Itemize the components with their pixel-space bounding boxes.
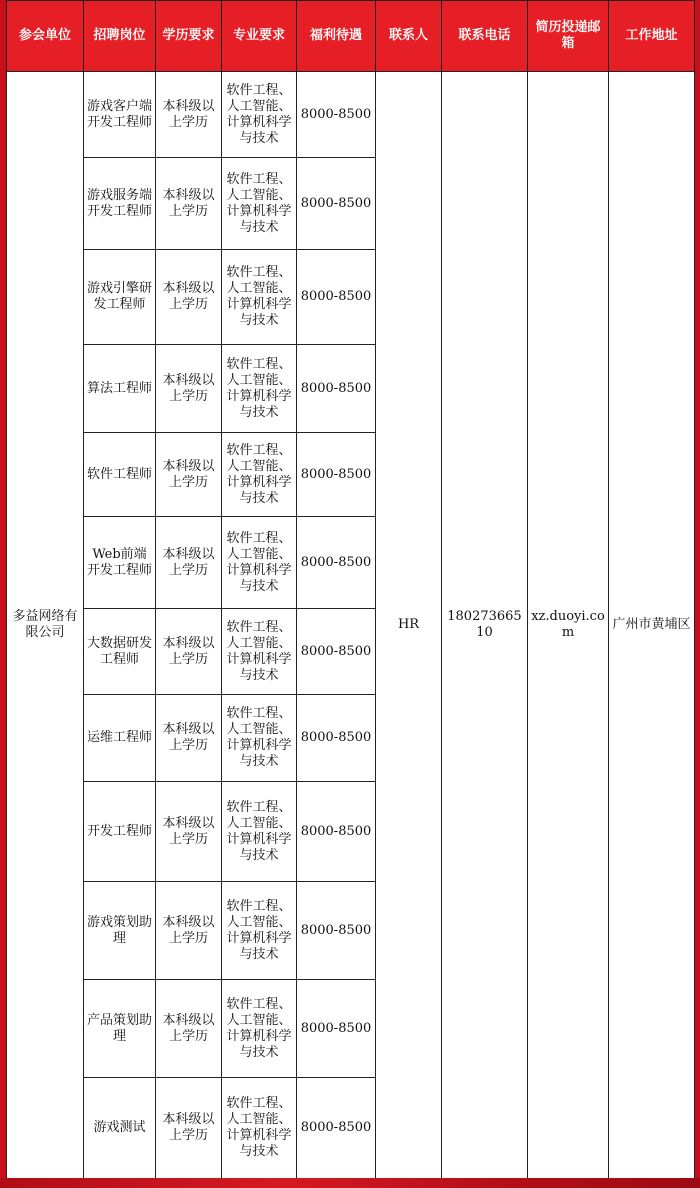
header-phone: 联系电话 xyxy=(442,1,528,72)
job-salary: 8000-8500 xyxy=(297,158,376,250)
job-major: 软件工程、人工智能、计算机科学与技术 xyxy=(222,882,297,980)
job-title: 运维工程师 xyxy=(84,695,156,782)
job-title: 游戏客户端开发工程师 xyxy=(84,72,156,158)
job-salary: 8000-8500 xyxy=(297,882,376,980)
header-email: 简历投递邮箱 xyxy=(528,1,609,72)
contact-phone: 18027366510 xyxy=(442,72,528,1179)
job-salary: 8000-8500 xyxy=(297,980,376,1078)
job-salary: 8000-8500 xyxy=(297,345,376,433)
job-education: 本科级以上学历 xyxy=(156,517,222,609)
job-title: 游戏策划助理 xyxy=(84,882,156,980)
contact-person: HR xyxy=(376,72,442,1179)
job-major: 软件工程、人工智能、计算机科学与技术 xyxy=(222,433,297,517)
job-education: 本科级以上学历 xyxy=(156,72,222,158)
job-salary: 8000-8500 xyxy=(297,517,376,609)
job-education: 本科级以上学历 xyxy=(156,882,222,980)
recruitment-table xyxy=(6,0,695,1179)
header-row xyxy=(7,1,695,72)
resume-email: xz.duoyi.com xyxy=(528,72,609,1179)
job-title: 游戏服务端开发工程师 xyxy=(84,158,156,250)
job-salary: 8000-8500 xyxy=(297,695,376,782)
header-salary: 福利待遇 xyxy=(297,1,376,72)
job-major: 软件工程、人工智能、计算机科学与技术 xyxy=(222,609,297,695)
header-contact: 联系人 xyxy=(376,1,442,72)
job-title: 算法工程师 xyxy=(84,345,156,433)
job-title: Web前端开发工程师 xyxy=(84,517,156,609)
job-education: 本科级以上学历 xyxy=(156,609,222,695)
job-education: 本科级以上学历 xyxy=(156,980,222,1078)
job-title: 开发工程师 xyxy=(84,782,156,882)
company-name: 多益网络有限公司 xyxy=(7,72,84,1179)
bottom-decor-strip xyxy=(0,1178,700,1188)
job-salary: 8000-8500 xyxy=(297,250,376,345)
job-salary: 8000-8500 xyxy=(297,433,376,517)
job-education: 本科级以上学历 xyxy=(156,158,222,250)
job-major: 软件工程、人工智能、计算机科学与技术 xyxy=(222,158,297,250)
header-address: 工作地址 xyxy=(609,1,695,72)
header-position: 招聘岗位 xyxy=(84,1,156,72)
table-row xyxy=(7,72,695,158)
job-major: 软件工程、人工智能、计算机科学与技术 xyxy=(222,517,297,609)
job-major: 软件工程、人工智能、计算机科学与技术 xyxy=(222,72,297,158)
job-title: 游戏引擎研发工程师 xyxy=(84,250,156,345)
job-salary: 8000-8500 xyxy=(297,609,376,695)
job-major: 软件工程、人工智能、计算机科学与技术 xyxy=(222,345,297,433)
job-major: 软件工程、人工智能、计算机科学与技术 xyxy=(222,695,297,782)
job-education: 本科级以上学历 xyxy=(156,1078,222,1179)
job-major: 软件工程、人工智能、计算机科学与技术 xyxy=(222,980,297,1078)
work-address: 广州市黄埔区 xyxy=(609,72,695,1179)
job-education: 本科级以上学历 xyxy=(156,345,222,433)
job-education: 本科级以上学历 xyxy=(156,250,222,345)
job-salary: 8000-8500 xyxy=(297,1078,376,1179)
header-company: 参会单位 xyxy=(7,1,84,72)
job-education: 本科级以上学历 xyxy=(156,433,222,517)
job-title: 大数据研发工程师 xyxy=(84,609,156,695)
job-title: 软件工程师 xyxy=(84,433,156,517)
job-education: 本科级以上学历 xyxy=(156,695,222,782)
job-salary: 8000-8500 xyxy=(297,782,376,882)
job-major: 软件工程、人工智能、计算机科学与技术 xyxy=(222,250,297,345)
job-education: 本科级以上学历 xyxy=(156,782,222,882)
job-title: 游戏测试 xyxy=(84,1078,156,1179)
job-salary: 8000-8500 xyxy=(297,72,376,158)
job-major: 软件工程、人工智能、计算机科学与技术 xyxy=(222,1078,297,1179)
header-education: 学历要求 xyxy=(156,1,222,72)
job-title: 产品策划助理 xyxy=(84,980,156,1078)
job-major: 软件工程、人工智能、计算机科学与技术 xyxy=(222,782,297,882)
header-major: 专业要求 xyxy=(222,1,297,72)
